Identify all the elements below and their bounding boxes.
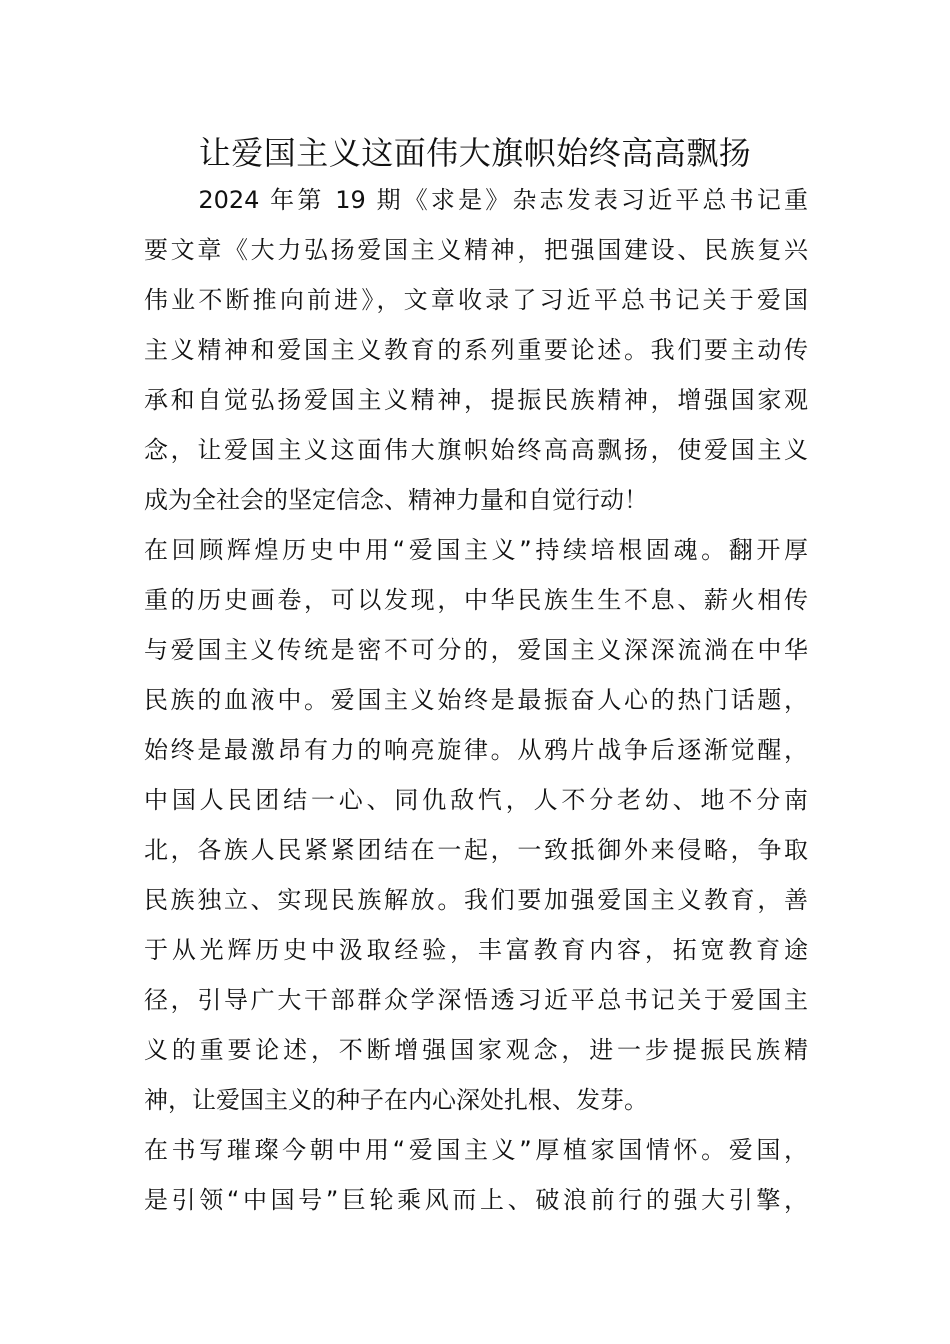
text-line: 2024 年第 19 期《求是》杂志发表习近平总书记重 xyxy=(144,186,808,214)
text-line: 承和自觉弘扬爱国主义精神，提振民族精神，增强国家观 xyxy=(144,386,808,414)
document-body xyxy=(144,175,808,1225)
text-line: 中国人民团结一心、同仇敌忾，人不分老幼、地不分南 xyxy=(144,786,808,814)
paragraph xyxy=(144,1125,808,1225)
text-line: 重的历史画卷，可以发现，中华民族生生不息、薪火相传 xyxy=(144,586,808,614)
text-line: 在书写璀璨今朝中用“爱国主义”厚植家国情怀。爱国， xyxy=(144,1136,808,1164)
text-line: 北，各族人民紧紧团结在一起，一致抵御外来侵略，争取 xyxy=(144,836,808,864)
document-title: 让爱国主义这面伟大旗帜始终高高飘扬 xyxy=(198,134,752,172)
text-line: 在回顾辉煌历史中用“爱国主义”持续培根固魂。翻开厚 xyxy=(144,536,808,564)
text-line: 径，引导广大干部群众学深悟透习近平总书记关于爱国主 xyxy=(144,986,808,1014)
text-line: 是引领“中国号”巨轮乘风而上、破浪前行的强大引擎， xyxy=(144,1186,808,1214)
text-line: 念，让爱国主义这面伟大旗帜始终高高飘扬，使爱国主义 xyxy=(144,436,808,464)
text-line: 伟业不断推向前进》，文章收录了习近平总书记关于爱国 xyxy=(144,286,808,314)
paragraph xyxy=(144,525,808,1125)
text-line: 于从光辉历史中汲取经验，丰富教育内容，拓宽教育途 xyxy=(144,936,808,964)
paragraph xyxy=(144,175,808,525)
text-line: 始终是最激昂有力的响亮旋律。从鸦片战争后逐渐觉醒， xyxy=(144,736,808,764)
text-line: 神，让爱国主义的种子在内心深处扎根、发芽。 xyxy=(144,1086,648,1114)
text-line: 民族的血液中。爱国主义始终是最振奋人心的热门话题， xyxy=(144,686,808,714)
text-line: 成为全社会的坚定信念、精神力量和自觉行动！ xyxy=(144,486,648,514)
text-line: 要文章《大力弘扬爱国主义精神，把强国建设、民族复兴 xyxy=(144,236,808,264)
text-line: 义的重要论述，不断增强国家观念，进一步提振民族精 xyxy=(144,1036,808,1064)
text-line: 民族独立、实现民族解放。我们要加强爱国主义教育，善 xyxy=(144,886,808,914)
text-line: 主义精神和爱国主义教育的系列重要论述。我们要主动传 xyxy=(144,336,808,364)
text-line: 与爱国主义传统是密不可分的，爱国主义深深流淌在中华 xyxy=(144,636,808,664)
